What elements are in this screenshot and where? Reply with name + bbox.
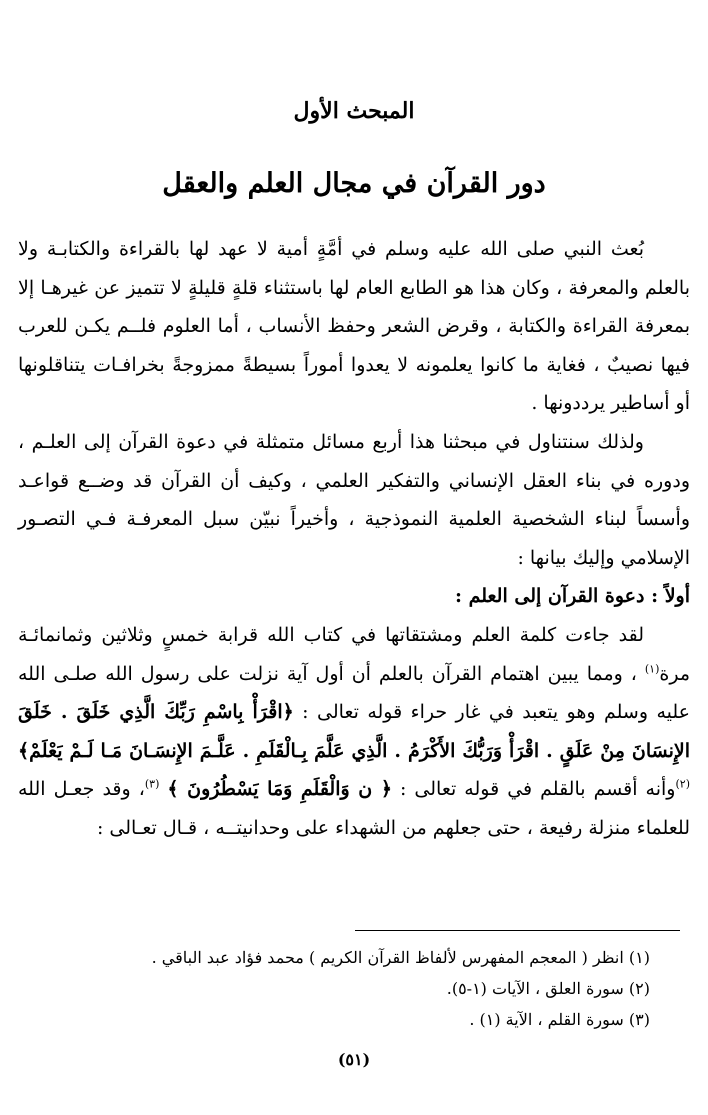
paragraph-3-text-a: لقد جاءت كلمة العلم ومشتقاتها في كتاب الله قرابة خمسٍ وثلاثين وثمانمائـة مرة [18,623,690,685]
paragraph-3-text-b: ، ومما يبين اهتمام القرآن بالعلم أن أول آية نزلت على رسول الله صلـى الله عليه وسلم وهو يتعبد في غار حراء قوله تعالى : [18,662,691,724]
footnote-3: (٣) سورة القلم ، الآية (١) . [469,1010,650,1029]
quran-verse-alaq: ﴿اقْرَأْ بِاسْمِ رَبِّكَ الَّذِي خَلَقَ . خَلَقَ الإِنسَانَ مِنْ عَلَقٍ . اقْرَأْ وَرَبُّكَ الأَكْرَمُ . الَّذِي عَلَّمَ بِـالْقَلَمِ . عَلَّـمَ الإِنسَـانَ مَـا لَـمْ يَعْلَمْ﴾ [18,701,690,762]
footnote-ref-2[interactable]: (٢) [675,777,690,791]
section-title: المبحث الأول [293,98,415,124]
paragraph-2: ولذلك سنتناول في مبحثنا هذا أربع مسائل متمثلة في دعوة القرآن إلى العلـم ، ودوره في بناء العقل الإنساني والتفكير العلمي ، وكيف أن القرآن قد وضــع قواعـد وأسساً لبناء الشخصية العلمية النموذجية ، وأخيراً نبيّن سبل المعرفـة فـي التصـور الإسلامي وإليك بيانها : [18,430,690,569]
footnote-2: (٢) سورة العلق ، الآيات (١-٥). [446,979,650,998]
paragraph-1: بُعث النبي صلى الله عليه وسلم في أمَّةٍ أمية لا عهد لها بالقراءة والكتابـة ولا بالعلم والمعرفة ، وكان هذا هو الطابع العام لها باستثناء قلةٍ قليلةٍ لا تتميز عن غيرهـا إلا بمعرفة القراءة والكتابة ، وقرض الشعر وحفظ الأنساب ، أما العلوم فلــم يكـن للعرب فيها نصيبٌ ، فغاية ما كانوا يعلمونه لا يعدوا أموراً بسيطةً ممزوجةً بخرافـات يتناقلونها أو أساطير يرددونها . [18,238,690,415]
footnote-divider [355,930,680,931]
body-text [18,230,690,848]
chapter-title: دور القرآن في مجال العلم والعقل [162,168,546,199]
paragraph-3-text-d: ، وقد جعـل الله للعلماء منزلة رفيعة ، حتى جعلهم من الشهداء على وحدانيتــه ، قـال تعـالى : [18,778,690,839]
paragraph-3 [18,616,690,848]
subheading-call-to-knowledge: أولاً : دعوة القرآن إلى العلم : [454,585,690,608]
footnote-1: (١) انظر ( المعجم المفهرس لألفاظ القرآن الكريم ) محمد فؤاد عبد الباقي . [151,948,650,967]
footnote-ref-1[interactable]: (١) [644,662,660,676]
footnote-ref-3[interactable]: (٣) [144,777,160,791]
paragraph-3-text-c: وأنه أقسم بالقلم في قوله تعالى : [391,778,676,801]
footnotes [20,942,650,1035]
quran-verse-qalam: ﴿ ن وَالْقَلَمِ وَمَا يَسْطُرُونَ ﴾ [167,778,392,801]
page-number: (٥١) [337,1050,371,1069]
